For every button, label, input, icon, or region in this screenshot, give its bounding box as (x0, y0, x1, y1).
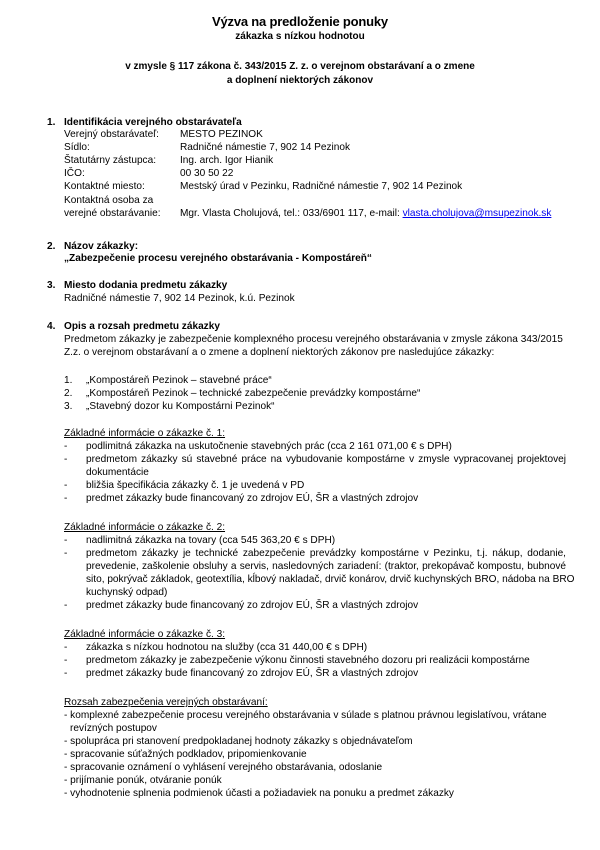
section-4-heading: Opis a rozsah predmetu zákazky (64, 321, 220, 332)
contract-name: „Zabezpečenie procesu verejného obstarávania - Kompostáreň“ (64, 253, 372, 264)
section-4-intro-line1: Predmetom zákazky je zabezpečenie komplexného procesu verejného obstarávania v zmysle zákona 343/2015 (64, 334, 563, 345)
bullet-dash: - (64, 655, 68, 666)
contract-1-bullet-3: bližšia špecifikácia zákazky č. 1 je uvedená v PD (86, 480, 305, 491)
contract-2-info-title: Základné informácie o zákazke č. 2: (64, 522, 226, 533)
scope-item-5: - prijímanie ponúk, otváranie ponúk (64, 775, 222, 786)
bullet-dash: - (64, 548, 68, 559)
scope-item-2: - spolupráca pri stanovení predpokladanej hodnoty zákazky s objednávateľom (64, 736, 413, 747)
list-item-number: 3. (64, 401, 73, 412)
contract-1-bullet-2b: dokumentácie (86, 467, 149, 478)
contract-2-bullet-2b: prevedenie, zaškolenie obsluhy a servis, nasledovných zariadení: (traktor, prekopávač kompostu, bubnové (86, 561, 566, 572)
bullet-dash: - (64, 493, 68, 504)
list-item-number: 1. (64, 375, 73, 386)
section-2-heading: Názov zákazky: (64, 241, 139, 252)
contract-3-bullet-2: predmetom zákazky je zabezpečenie výkonu činnosti stavebného dozoru pri realizácii kompostárne (86, 655, 530, 666)
contract-3-bullet-3: predmet zákazky bude financovaný zo zdrojov EÚ, ŠR a vlastných zdrojov (86, 668, 419, 679)
bullet-dash: - (64, 441, 68, 452)
contact-place-label: Kontaktné miesto: (64, 181, 145, 192)
seat-value: Radničné námestie 7, 902 14 Pezinok (180, 142, 351, 153)
contract-1-bullet-1: podlimitná zákazka na uskutočnenie stavebných prác (cca 2 161 071,00 € s DPH) (86, 441, 452, 452)
scope-title: Rozsah zabezpečenia verejných obstarávaní: (64, 697, 268, 708)
contact-person-text: Mgr. Vlasta Cholujová, tel.: 033/6901 117, e-mail: (180, 208, 403, 219)
contract-3-info-title: Základné informácie o zákazke č. 3: (64, 629, 226, 640)
scope-item-4: - spracovanie oznámení o vyhlásení verejného obstarávania, odoslanie (64, 762, 383, 773)
ico-value: 00 30 50 22 (180, 168, 234, 179)
section-4-number: 4. (47, 321, 56, 332)
seat-label: Sídlo: (64, 142, 90, 153)
statutory-rep-value: Ing. arch. Igor Hianik (180, 155, 274, 166)
law-reference-line2: a doplnení niektorých zákonov (226, 75, 374, 86)
list-item: „Kompostáreň Pezinok – technické zabezpečenie prevádzky kompostárne“ (86, 388, 421, 399)
contact-person-label-2: verejné obstarávanie: (64, 208, 161, 219)
contracting-authority-label: Verejný obstarávateľ: (64, 129, 159, 140)
bullet-dash: - (64, 480, 68, 491)
scope-item-1-cont: revízných postupov (70, 723, 157, 734)
contract-1-bullet-4: predmet zákazky bude financovaný zo zdrojov EÚ, ŠR a vlastných zdrojov (86, 493, 419, 504)
delivery-place: Radničné námestie 7, 902 14 Pezinok, k.ú. Pezinok (64, 293, 295, 304)
contact-person-label-1: Kontaktná osoba za (64, 195, 154, 206)
list-item: „Stavebný dozor ku Kompostárni Pezinok“ (86, 401, 275, 412)
list-item-number: 2. (64, 388, 73, 399)
contact-person-value (180, 208, 551, 220)
bullet-dash: - (64, 600, 68, 611)
section-4-intro-line2: Z.z. o verejnom obstarávaní a o zmene a doplnení niektorých zákonov pre nasledujúce zákazky: (64, 347, 495, 358)
section-1-number: 1. (47, 117, 56, 128)
bullet-dash: - (64, 454, 68, 465)
bullet-dash: - (64, 642, 68, 653)
bullet-dash: - (64, 668, 68, 679)
scope-item-6: - vyhodnotenie splnenia podmienok účasti a požiadaviek na ponuku a predmet zákazky (64, 788, 454, 799)
document-subtitle: zákazka s nízkou hodnotou (235, 31, 365, 42)
contract-2-bullet-1: nadlimitná zákazka na tovary (cca 545 363,20 € s DPH) (86, 535, 336, 546)
contract-1-info-title: Základné informácie o zákazke č. 1: (64, 428, 226, 439)
contract-2-bullet-3: predmet zákazky bude financovaný zo zdrojov EÚ, ŠR a vlastných zdrojov (86, 600, 419, 611)
email-link[interactable]: vlasta.cholujova@msupezinok.sk (402, 208, 552, 219)
contact-place-value: Mestský úrad v Pezinku, Radničné námestie 7, 902 14 Pezinok (180, 181, 463, 192)
section-1-heading: Identifikácia verejného obstarávateľa (64, 117, 242, 128)
contract-1-bullet-2a: predmetom zákazky sú stavebné práce na vybudovanie kompostárne v zmysle vypracovanej projektovej (86, 454, 566, 465)
statutory-rep-label: Štatutárny zástupca: (64, 155, 157, 166)
section-3-number: 3. (47, 280, 56, 291)
scope-item-1: - komplexné zabezpečenie procesu verejného obstarávania v súlade s platnou právnou legislatívou, vrátane (64, 710, 547, 721)
contract-2-bullet-2a: predmetom zákazky je technické zabezpečenie prevádzky kompostárne v Pezinku, t.j. nákup, dodanie, (86, 548, 566, 559)
contract-2-bullet-2d: kuchynský odpad) (86, 587, 168, 598)
bullet-dash: - (64, 535, 68, 546)
ico-label: IČO: (64, 168, 85, 179)
contract-2-bullet-2c: sito, pokrývač základok, geotextília, kĺbový nakladač, drvič konárov, drvič kuchynských BRO, nádoba na BRO (86, 574, 575, 585)
list-item: „Kompostáreň Pezinok – stavebné práce“ (86, 375, 272, 386)
scope-item-3: - spracovanie súťažných podkladov, pripomienkovanie (64, 749, 307, 760)
section-3-heading: Miesto dodania predmetu zákazky (64, 280, 228, 291)
law-reference-line1: v zmysle § 117 zákona č. 343/2015 Z. z. o verejnom obstarávaní a o zmene (125, 61, 475, 72)
section-2-number: 2. (47, 241, 56, 252)
contracting-authority-value: MESTO PEZINOK (180, 129, 263, 140)
contract-3-bullet-1: zákazka s nízkou hodnotou na služby (cca 31 440,00 € s DPH) (86, 642, 368, 653)
document-title: Výzva na predloženie ponuky (212, 14, 388, 29)
